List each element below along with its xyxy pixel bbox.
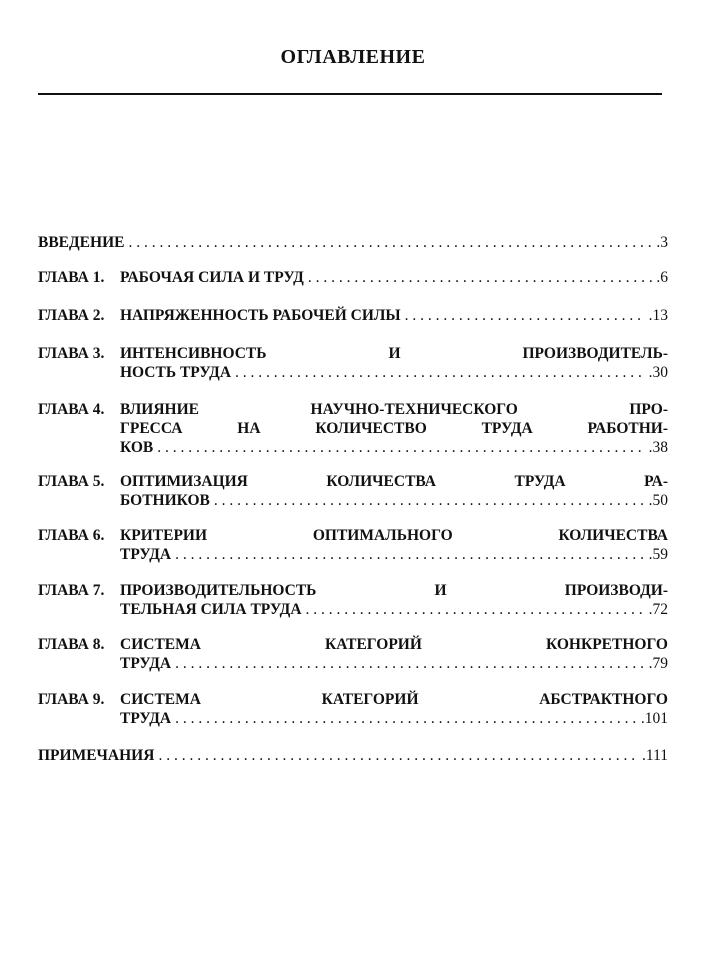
chapter-number: ГЛАВА 7.	[38, 582, 105, 599]
entry-title-line: СИСТЕМА КАТЕГОРИЙ КОНКРЕТНОГО	[120, 636, 668, 653]
page-number: .59	[648, 546, 668, 563]
chapter-number: ГЛАВА 4.	[38, 401, 105, 418]
dot-leader	[175, 709, 637, 728]
dot-leader	[128, 233, 652, 252]
dot-leader	[158, 746, 638, 765]
entry-title-line: КРИТЕРИИ ОПТИМАЛЬНОГО КОЛИЧЕСТВА	[120, 527, 668, 544]
entry-title-line: ГРЕССА НА КОЛИЧЕСТВО ТРУДА РАБОТНИ-	[120, 420, 668, 437]
entry-title-line: ПРОИЗВОДИТЕЛЬНОСТЬ И ПРОИЗВОДИ-	[120, 582, 668, 599]
chapter-number: ГЛАВА 3.	[38, 345, 105, 362]
page-number: .13	[648, 307, 668, 324]
page-number: .111	[642, 747, 668, 764]
chapter-number: ГЛАВА 6.	[38, 527, 105, 544]
entry-title-line: ИНТЕНСИВНОСТЬ И ПРОИЗВОДИТЕЛЬ-	[120, 345, 668, 362]
entry-title-line: ВЛИЯНИЕ НАУЧНО-ТЕХНИЧЕСКОГО ПРО-	[120, 401, 668, 418]
page-number: .3	[656, 234, 668, 251]
dot-leader	[175, 545, 645, 564]
entry-title: НОСТЬ ТРУДА	[120, 364, 232, 381]
dot-leader	[235, 363, 645, 382]
entry-title-line: ОПТИМИЗАЦИЯ КОЛИЧЕСТВА ТРУДА РА-	[120, 473, 668, 490]
chapter-number: ГЛАВА 9.	[38, 691, 105, 708]
entry-title: КОВ	[120, 439, 154, 456]
entry-title: ТРУДА	[120, 710, 172, 727]
chapter-number: ГЛАВА 5.	[38, 473, 105, 490]
dot-leader	[214, 491, 645, 510]
page-number: .72	[648, 601, 668, 618]
entry-title: ПРИМЕЧАНИЯ	[38, 747, 155, 764]
entry-title: ТЕЛЬНАЯ СИЛА ТРУДА	[120, 601, 302, 618]
entry-title: БОТНИКОВ	[120, 492, 210, 509]
entry-title: ТРУДА	[120, 546, 172, 563]
entry-title: НАПРЯЖЕННОСТЬ РАБОЧЕЙ СИЛЫ	[120, 307, 401, 324]
entry-title: РАБОЧАЯ СИЛА И ТРУД	[120, 269, 304, 286]
page-number: .79	[648, 655, 668, 672]
entry-title: ВВЕДЕНИЕ	[38, 234, 125, 251]
chapter-number: ГЛАВА 1.	[38, 269, 105, 286]
entry-title: ТРУДА	[120, 655, 172, 672]
chapter-number: ГЛАВА 8.	[38, 636, 105, 653]
page-number: .38	[648, 439, 668, 456]
page-number: .101	[640, 710, 668, 727]
dot-leader	[405, 306, 645, 325]
dot-leader	[308, 268, 653, 287]
dot-leader	[306, 600, 645, 619]
page-title: ОГЛАВЛЕНИЕ	[280, 46, 426, 68]
dot-leader	[175, 654, 645, 673]
entry-title-line: СИСТЕМА КАТЕГОРИЙ АБСТРАКТНОГО	[120, 691, 668, 708]
page-number: .30	[648, 364, 668, 381]
chapter-number: ГЛАВА 2.	[38, 307, 105, 324]
page-number: .6	[656, 269, 668, 286]
dot-leader	[157, 438, 644, 457]
page-number: .50	[648, 492, 668, 509]
